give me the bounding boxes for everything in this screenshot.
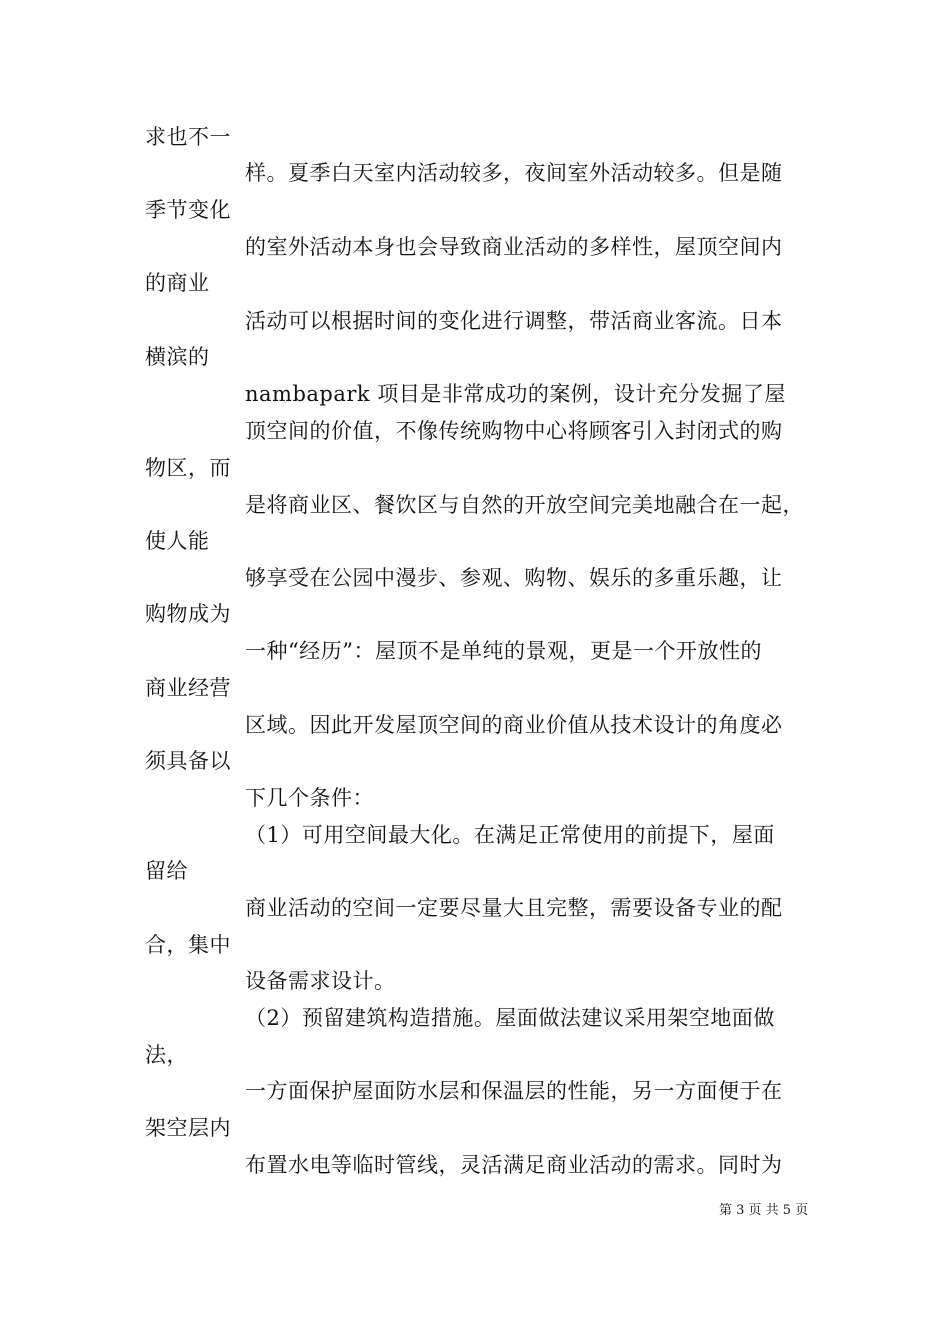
text-line: nambapark 项目是非常成功的案例，设计充分发掘了屋 [245,382,786,406]
text-line: 架空层内 [145,1116,231,1140]
text-line: 求也不一 [145,125,231,149]
text-line: 购物成为 [145,602,231,626]
text-line: 合，集中 [145,933,231,957]
text-line: 须具备以 [145,749,231,773]
page-number-footer: 第 3 页 共 5 页 [719,1203,809,1218]
text-line: 是将商业区、餐饮区与自然的开放空间完美地融合在一起， [245,493,804,517]
text-line: 商业活动的空间一定要尽量大且完整，需要设备专业的配 [245,896,783,920]
text-line: 样。夏季白天室内活动较多，夜间室外活动较多。但是随 [245,161,783,185]
text-line: 够享受在公园中漫步、参观、购物、娱乐的多重乐趣，让 [245,566,783,590]
text-line: 顶空间的价值，不像传统购物中心将顾客引入封闭式的购 [245,419,783,443]
text-line: 设备需求设计。 [245,969,396,993]
text-line: 一种“经历”：屋顶不是单纯的景观，更是一个开放性的 [245,639,762,663]
text-line: 区域。因此开发屋顶空间的商业价值从技术设计的角度必 [245,713,783,737]
text-line: 的室外活动本身也会导致商业活动的多样性，屋顶空间内 [245,235,783,259]
text-line: 物区，而 [145,456,231,480]
text-line: 使人能 [145,529,210,553]
text-line: 一方面保护屋面防水层和保温层的性能，另一方面便于在 [245,1079,783,1103]
text-line: 横滨的 [145,345,210,369]
text-line: 下几个条件： [245,786,374,810]
text-line: 法， [145,1043,188,1067]
text-line: （1）可用空间最大化。在满足正常使用的前提下，屋面 [245,823,775,847]
text-line: 活动可以根据时间的变化进行调整，带活商业客流。日本 [245,309,783,333]
text-line: （2）预留建筑构造措施。屋面做法建议采用架空地面做 [245,1006,775,1030]
text-line: 布置水电等临时管线，灵活满足商业活动的需求。同时为 [245,1153,783,1177]
text-line: 留给 [145,859,188,883]
text-line: 的商业 [145,271,210,295]
text-line: 商业经营 [145,676,231,700]
text-line: 季节变化 [145,198,231,222]
